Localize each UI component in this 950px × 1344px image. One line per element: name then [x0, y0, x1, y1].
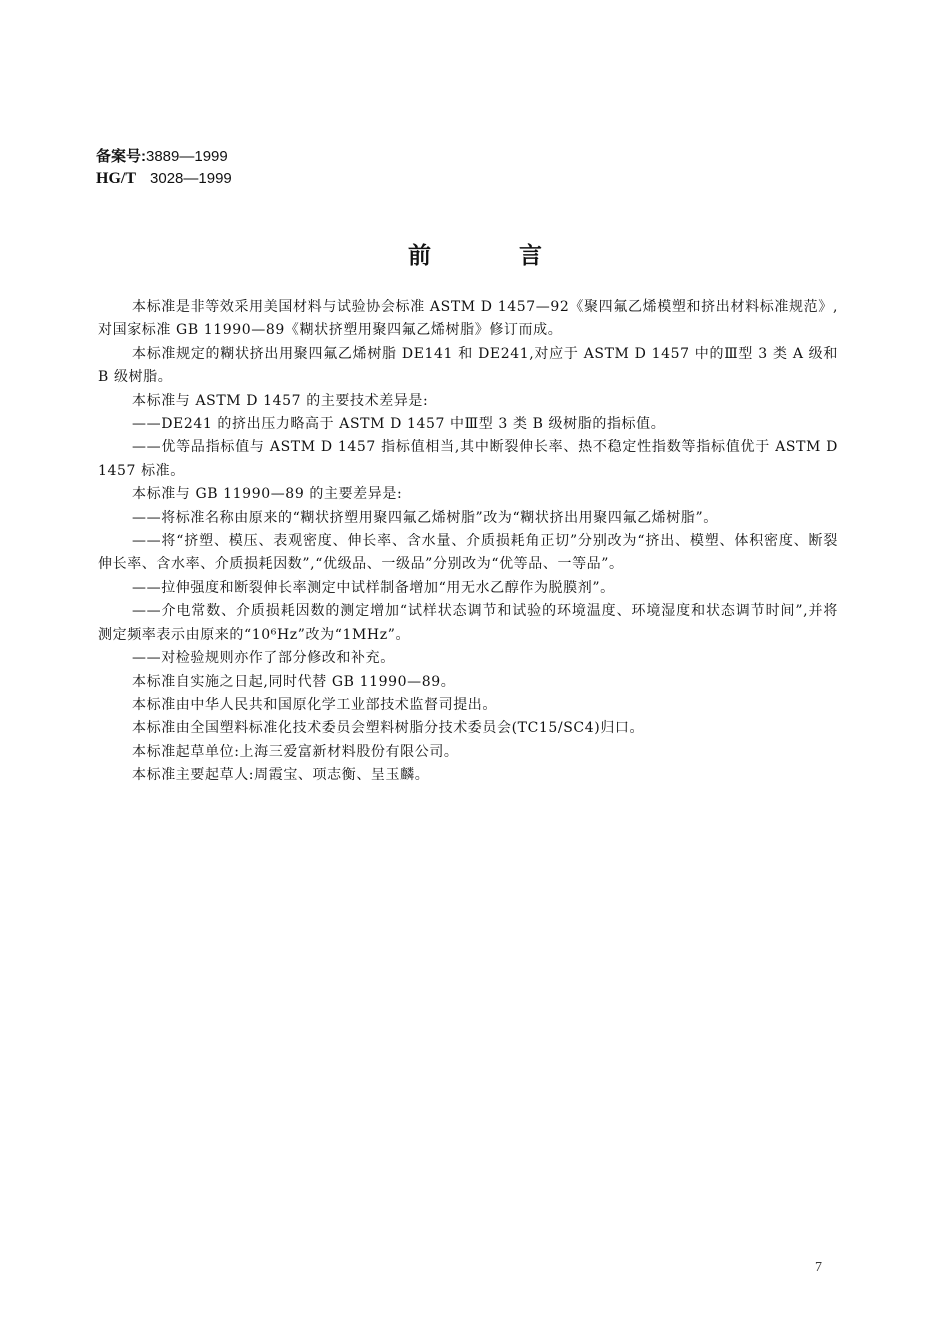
paragraph: 本标准由中华人民共和国原化学工业部技术监督司提出。 [132, 696, 497, 713]
filing-number: 3889—1999 [146, 148, 228, 165]
paragraph: 本标准是非等效采用美国材料与试验协会标准 ASTM D 1457—92《聚四氟乙烯模塑和挤出材料标准规范》,对国家标准 GB 11990—89《糊状挤塑用聚四氟乙烯树脂》修订而成。 [98, 299, 838, 339]
list-item: ——对检验规则亦作了部分修改和补充。 [132, 650, 395, 667]
list-item: ——将标准名称由原来的“糊状挤塑用聚四氟乙烯树脂”改为“糊状挤出用聚四氟乙烯树脂”。 [132, 509, 718, 526]
foreword-body [98, 296, 838, 788]
list-item: ——优等品指标值与 ASTM D 1457 指标值相当,其中断裂伸长率、热不稳定性指数等指标值优于 ASTM D 1457 标准。 [98, 439, 838, 479]
paragraph: 本标准规定的糊状挤出用聚四氟乙烯树脂 DE141 和 DE241,对应于 ASTM D 1457 中的Ⅲ型 3 类 A 级和 B 级树脂。 [98, 345, 838, 386]
filing-number-line [96, 146, 232, 168]
filing-label: 备案号: [96, 148, 146, 165]
paragraph: 本标准自实施之日起,同时代替 GB 11990—89。 [132, 673, 456, 690]
page-title: 前言 [408, 243, 630, 269]
document-header [96, 146, 232, 190]
paragraph: 本标准与 ASTM D 1457 的主要技术差异是: [132, 392, 429, 409]
list-item: ——DE241 的挤出压力略高于 ASTM D 1457 中Ⅲ型 3 类 B 级树脂的指标值。 [132, 416, 666, 433]
standard-number: 3028—1999 [150, 170, 232, 187]
standard-number-line [96, 168, 232, 190]
paragraph: 本标准起草单位:上海三爱富新材料股份有限公司。 [132, 743, 459, 760]
list-item: ——拉伸强度和断裂伸长率测定中试样制备增加“用无水乙醇作为脱膜剂”。 [132, 579, 615, 596]
page-number: 7 [815, 1260, 822, 1275]
list-item: ——将“挤塑、模压、表观密度、伸长率、含水量、介质损耗角正切”分别改为“挤出、模塑、体积密度、断裂伸长率、含水率、介质损耗因数”,“优级品、一级品”分别改为“优等品、一等品”。 [98, 533, 838, 573]
paragraph: 本标准主要起草人:周霞宝、项志衡、呈玉麟。 [132, 767, 430, 784]
standard-code: HG/T [96, 170, 137, 187]
list-item: ——介电常数、介质损耗因数的测定增加“试样状态调节和试验的环境温度、环境湿度和状态调节时间”,并将测定频率表示由原来的“10⁶Hz”改为“1MHz”。 [98, 603, 838, 643]
paragraph: 本标准与 GB 11990—89 的主要差异是: [132, 486, 403, 503]
paragraph: 本标准由全国塑料标准化技术委员会塑料树脂分技术委员会(TC15/SC4)归口。 [132, 720, 645, 737]
